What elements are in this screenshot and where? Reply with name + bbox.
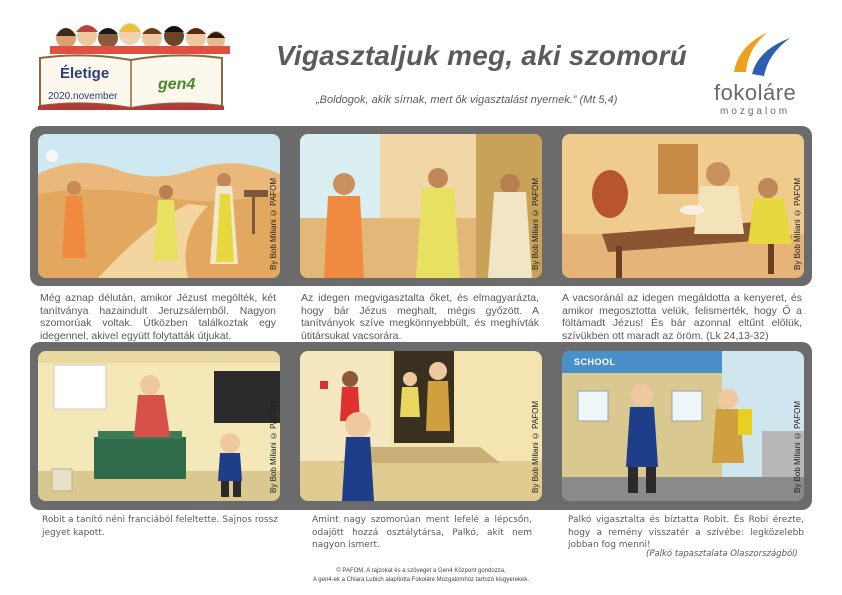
caption-panel-2: Az idegen megvigasztalta őket, és elmagyarázta, hogy bár Jézus meghalt, mégis győzött. A tanítványok szíve megkönnyebbült, és meghívták útitársukat vacsorára. [301, 292, 539, 342]
caption-panel-4: Robit a tanító néni franciából feleltette. Sajnos rossz jegyet kapott. [42, 515, 278, 538]
panel-credit: By Bob Miliani © PAFOM [269, 178, 278, 270]
panel-dinner [562, 134, 804, 278]
story-reference: (Palkó tapasztalata Olaszországból) [646, 549, 798, 559]
panel-school [562, 351, 804, 501]
bible-quote: „Boldogok, akik sírnak, mert ők vigasztalást nyernek.” (Mt 5,4) [316, 94, 618, 106]
panel-road [38, 134, 280, 278]
robi-figure [342, 412, 374, 501]
palko-figure [426, 362, 450, 431]
panel-road-illustration [38, 134, 280, 278]
org-name: fokoláre [714, 80, 797, 105]
children-illustration [50, 12, 230, 54]
footer-note: A gen4-ek a Chiara Lubich alapította Fokoláre Mozgalomhoz tartozó kisgyerekek. [312, 577, 530, 583]
book-title: Életige [60, 65, 110, 82]
comic-row-top [30, 126, 812, 286]
panel-credit: By Bob Miliani © PAFOM [531, 401, 540, 493]
caption-panel-3: A vacsoránál az idegen megáldotta a kenyeret, és amikor megosztotta velük, felismerték, hogy Ő a föltámadt Jézus! És bár azonnal eltűnt előlük, szívükben ott maradt az öröm. (Lk 24,13-32) [562, 292, 802, 342]
panel-credit: By Bob Miliani © PAFOM [793, 401, 802, 493]
book-date: 2020.november [48, 91, 118, 102]
panel-school-illustration [562, 351, 804, 501]
caption-panel-1: Még aznap délután, amikor Jézust megölték, két tanítványa hazaindult Jeruzsálemből. Nagyon szomorúak voltak. Útközben találkoztak egy idegennel, akivel együtt folytatták útjukat. [40, 292, 276, 342]
comic-row-bottom [30, 342, 812, 510]
fokolare-swoosh-icon [712, 26, 822, 82]
caption-panel-5: Amint nagy szomorúan ment lefelé a lépcsőn, odajött hozzá osztálytársa, Palkó, akit nem nagyon ismert. [312, 515, 532, 550]
panel-credit: By Bob Miliani © PAFOM [269, 401, 278, 493]
panel-credit: By Bob Miliani © PAFOM [531, 178, 540, 270]
panel-stairs [300, 351, 542, 501]
panel-classroom [38, 351, 280, 501]
panel-classroom-illustration [38, 351, 280, 501]
fokolare-logo [712, 26, 822, 121]
org-subtitle: mozgalom [720, 106, 791, 117]
footer-copyright: © PAFOM, A rajzokat és a szöveget a Gen4 Központ gondozza. [336, 568, 506, 574]
eletige-logo [30, 12, 230, 110]
panel-credit: By Bob Miliani © PAFOM [793, 178, 802, 270]
panel-stairs-illustration [300, 351, 542, 501]
gen4-logo: gen4 [158, 76, 196, 93]
panel-dinner-illustration [562, 134, 804, 278]
school-sign: SCHOOL [574, 357, 616, 367]
panel-stranger-illustration [300, 134, 542, 278]
panel-stranger [300, 134, 542, 278]
open-book [36, 52, 226, 110]
caption-panel-6: Palkó vigasztalta és bíztatta Robit. És Robi érezte, hogy a remény visszatér a szívébe: legközelebb jobban fog menni! [568, 515, 804, 550]
page-title: Vigasztaljuk meg, aki szomorú [276, 40, 687, 71]
